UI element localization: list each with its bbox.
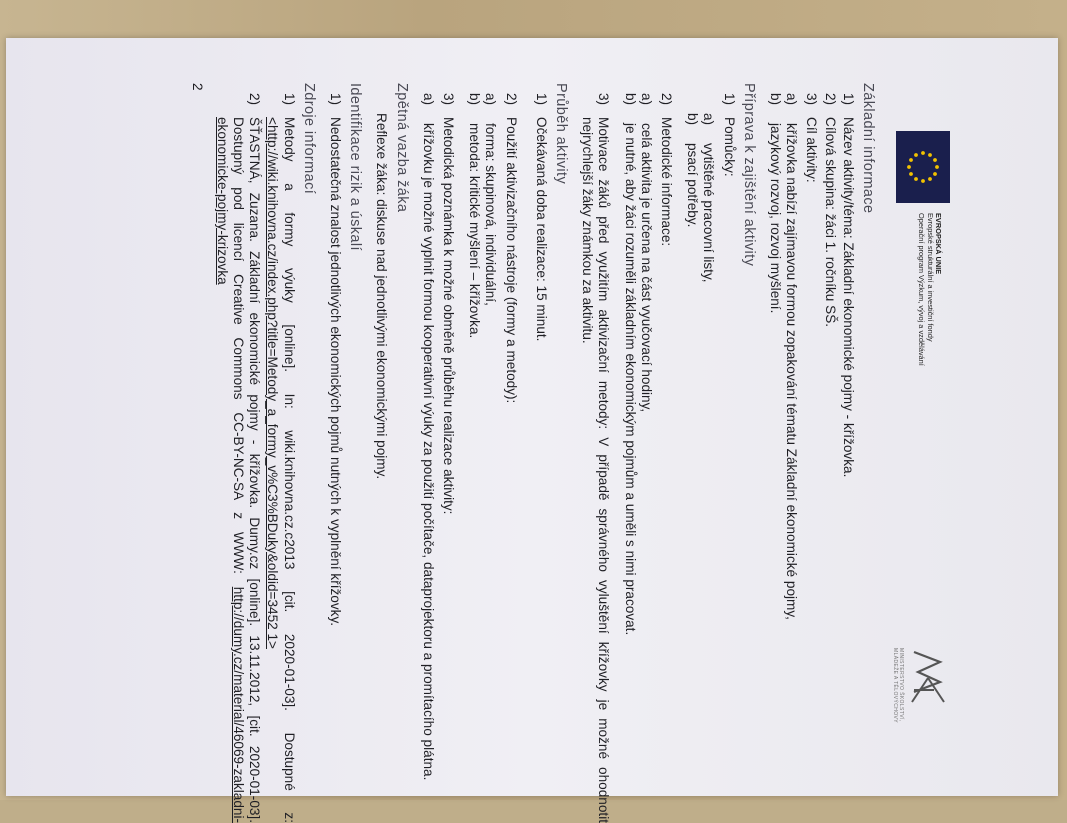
paper-sheet xyxy=(6,38,1058,823)
sublist-item xyxy=(684,103,700,823)
item-letter: a) xyxy=(638,93,654,106)
eu-program-line: Operační program Výzkum, vývoj a vzdělávání xyxy=(917,213,927,366)
prubeh-list xyxy=(533,83,549,823)
item-text: Použití aktivizačního nástroje (formy a metody): xyxy=(503,117,519,404)
item-letter: b) xyxy=(767,93,783,106)
item-text: celá aktivita je určena na část vyučovací hodiny, xyxy=(638,123,654,413)
heading-priprava: Příprava k zajištění aktivity xyxy=(740,83,757,267)
item-number: 2) xyxy=(822,93,838,106)
zdroje-list xyxy=(214,83,297,823)
page-number: 2 xyxy=(190,83,206,91)
eu-flag-icon xyxy=(896,131,950,203)
spacer xyxy=(674,83,684,823)
item-text: metoda: kritické myšlení – křížovka. xyxy=(467,123,483,339)
msmt-logo-icon xyxy=(908,648,948,708)
document-page xyxy=(76,83,956,823)
item-letter: a) xyxy=(420,93,436,106)
list-item xyxy=(214,83,263,823)
item-text: Motivace žáků před využitím aktivizační metody: V případě správného vyluštění křížovky je možné ohodnotit nejrychlejší žáky známkou za aktivitu. xyxy=(580,117,612,823)
item-number: 1) xyxy=(721,93,737,106)
citation-body: Metody a formy výuky [online]. In: wiki.knihovna.cz.c2013 [cit. 2020-01-03]. Dostupné z: xyxy=(281,117,297,823)
list-item xyxy=(720,83,736,823)
item-number: 1) xyxy=(281,93,297,106)
eu-logo-text xyxy=(917,213,942,366)
list-item xyxy=(440,83,456,823)
eu-stars-icon xyxy=(896,131,950,203)
item-number: 2) xyxy=(658,93,674,106)
sublist-item xyxy=(638,83,654,823)
item-text: křížovku je možné vyplnit formou kooperativní výuky za použití počítače, dataprojektoru a promítacího plátna. xyxy=(420,123,436,781)
list-item xyxy=(579,83,611,823)
item-number: 2) xyxy=(247,93,263,106)
citation-body: ŠŤASTNÁ, Zuzana. Základní ekonomické pojmy - křížovka. Dumy.cz [online]. 13.11.2012, [cit. 2020-01-03]. Dostupný pod licencí Creative Commons CC-BY-NC-SA z WWW: xyxy=(230,117,263,823)
rizika-list xyxy=(327,83,343,823)
heading-zakladni-informace: Základní informace xyxy=(860,83,876,214)
item-letter: b) xyxy=(685,113,701,126)
item-text: Pomůcky: xyxy=(721,117,737,177)
sublist-item xyxy=(466,83,482,823)
citation-link[interactable]: http://dumy.cz/material/46069-zakladni-ekonomicke-pojmy-krizovka xyxy=(214,117,246,823)
item-text: Nedostatečná znalost jednotlivých ekonomických pojmů nutných k vyplnění křížovky. xyxy=(327,117,343,627)
item-number: 2) xyxy=(503,93,519,106)
document-header xyxy=(886,83,956,823)
sublist-item xyxy=(767,83,783,823)
item-letter: b) xyxy=(467,93,483,106)
prubeh-list-2 xyxy=(502,83,518,823)
item-text: Cílová skupina: žáci 1. ročníku SŠ. xyxy=(822,117,838,328)
item-number: 3) xyxy=(440,93,456,106)
heading-zpetna-vazba: Zpětná vazba žáka xyxy=(393,83,410,213)
list-item xyxy=(658,83,674,823)
eu-funds-line: Evropské strukturální a investiční fondy xyxy=(925,213,935,342)
item-number: 3) xyxy=(596,93,612,106)
item-number: 1) xyxy=(533,93,549,106)
spacer xyxy=(611,83,621,823)
eu-title: EVROPSKÁ UNIE xyxy=(934,213,943,275)
item-text: křížovka nabízí zajímavou formou zopakování tématu Základní ekonomické pojmy, xyxy=(784,123,800,620)
heading-prubeh: Průběh aktivity xyxy=(552,83,569,185)
item-text: Metodické informace: xyxy=(658,117,674,247)
poznamka-sublist xyxy=(420,83,436,823)
citation-text xyxy=(214,117,263,823)
item-text: forma: skupinová, individuální, xyxy=(483,123,499,306)
heading-zdroje: Zdroje informací xyxy=(300,83,317,195)
item-text: Cíl aktivity: xyxy=(804,117,820,183)
list-item xyxy=(840,83,856,823)
prubeh-list-3 xyxy=(440,83,456,823)
item-number: 1) xyxy=(840,93,856,106)
item-number: 3) xyxy=(804,93,820,106)
msmt-logo-text xyxy=(892,648,904,723)
pomucky-sublist xyxy=(684,83,716,823)
list-item xyxy=(533,83,549,823)
list-item xyxy=(264,83,296,823)
priprava-list xyxy=(720,83,736,823)
item-text: Název aktivity/téma: Základní ekonomické pojmy - křížovka. xyxy=(840,117,856,478)
item-text: Metodická poznámka k možné obměně průběhu realizace aktivity: xyxy=(440,117,456,515)
zakladni-list xyxy=(803,83,856,823)
item-text: Očekávaná doba realizace: 15 minut. xyxy=(533,117,549,342)
sublist-item xyxy=(700,103,716,823)
spacer xyxy=(519,83,529,823)
cil-sublist xyxy=(767,83,799,823)
reflexe-text: Reflexe žáka: diskuse nad jednotlivými ekonomickými pojmy. xyxy=(374,113,390,480)
list-item xyxy=(502,83,518,823)
msmt-line-2: MLÁDEŽE A TĚLOVÝCHOVY xyxy=(892,648,898,723)
metodicke-sublist xyxy=(621,83,653,823)
msmt-logo xyxy=(888,648,948,748)
item-text: jazykový rozvoj, rozvoj myšlení. xyxy=(767,123,783,314)
item-text: vytištěné pracovní listy, xyxy=(701,143,717,283)
item-letter: a) xyxy=(701,113,717,126)
item-letter: a) xyxy=(483,93,499,106)
msmt-line-1: MINISTERSTVO ŠKOLSTVÍ, xyxy=(898,648,904,722)
citation-text xyxy=(264,117,296,823)
sublist-item xyxy=(783,83,799,823)
sublist-item xyxy=(482,83,498,823)
sublist-item xyxy=(420,83,436,823)
heading-rizika: Identifikace rizik a úskalí xyxy=(347,83,364,251)
list-item xyxy=(821,83,837,823)
spacer xyxy=(456,83,466,823)
list-item xyxy=(803,83,819,823)
priprava-list-2 xyxy=(658,83,674,823)
citation-link[interactable]: <http://wiki.knihovna.cz/index.php?title=Metody_a_formy_v%C3%BDuky&oldid=3452 1> xyxy=(265,117,281,649)
list-item xyxy=(327,83,343,823)
item-letter: a) xyxy=(784,93,800,106)
nastroj-sublist xyxy=(466,83,498,823)
item-number: 1) xyxy=(327,93,343,106)
item-text: psací potřeby. xyxy=(685,143,701,228)
item-letter: b) xyxy=(622,93,638,106)
priprava-list-3 xyxy=(579,83,611,823)
item-text: je nutné, aby žáci rozuměli základním ekonomickým pojmům a uměli s nimi pracovat. xyxy=(622,123,638,636)
sublist-item xyxy=(621,83,637,823)
